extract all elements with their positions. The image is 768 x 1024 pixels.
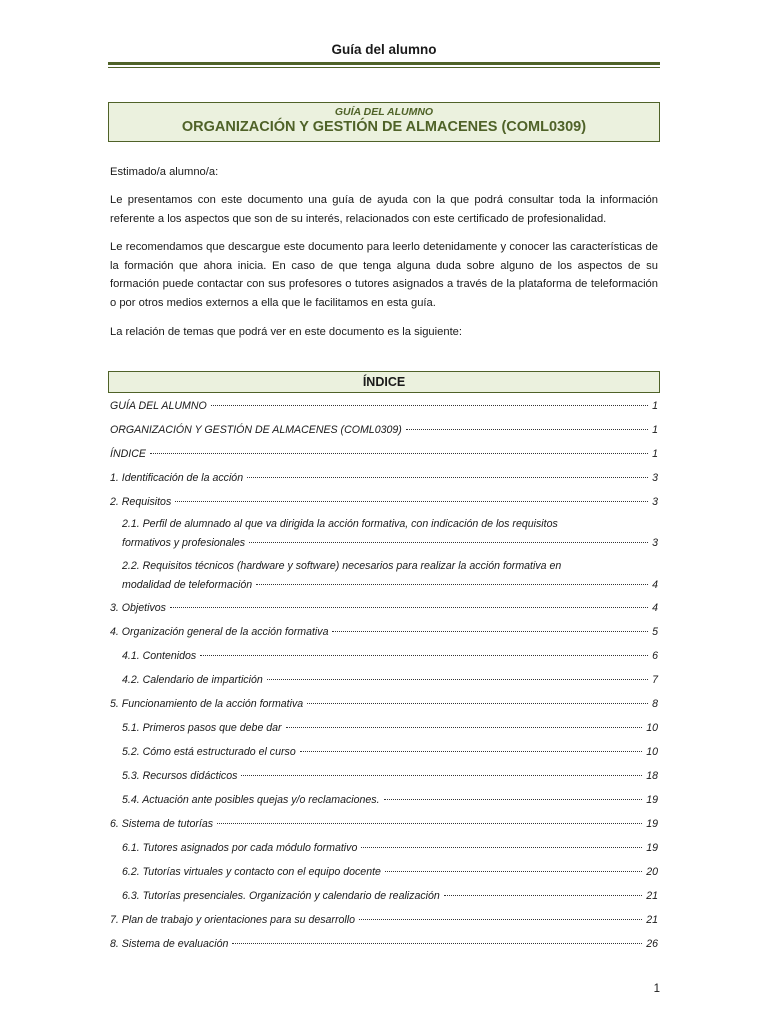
page-number: 1	[653, 983, 660, 995]
toc-leader	[361, 836, 642, 848]
toc-entry[interactable]	[122, 839, 658, 858]
toc-entry[interactable]	[110, 397, 658, 416]
toc-entry-text: GUÍA DEL ALUMNO	[110, 400, 207, 412]
toc-entry-text: modalidad de teleformación	[122, 579, 253, 591]
toc-entry-text-line1: 2.2. Requisitos técnicos (hardware y software) necesarios para realizar la acción formativa en	[122, 560, 562, 572]
toc-entry-text: 2. Requisitos	[110, 496, 172, 508]
toc-page-number: 3	[652, 472, 658, 484]
toc-page-number: 4	[652, 579, 658, 591]
toc-leader	[256, 573, 648, 585]
toc-page-number: 7	[652, 674, 658, 686]
toc-entry-text: 4.2. Calendario de impartición	[122, 674, 263, 686]
toc-leader	[332, 620, 648, 632]
toc-page-number: 8	[652, 698, 658, 710]
toc-entry[interactable]	[110, 911, 658, 930]
toc-leader	[286, 716, 643, 728]
toc-page-number: 19	[646, 794, 658, 806]
index-heading: ÍNDICE	[108, 371, 660, 393]
toc-entry[interactable]	[110, 493, 658, 512]
running-header: Guía del alumno	[331, 42, 437, 57]
toc-entry-text: 4.1. Contenidos	[122, 650, 197, 662]
toc-page-number: 6	[652, 650, 658, 662]
toc-leader	[247, 466, 648, 478]
toc-entry[interactable]	[122, 767, 658, 786]
toc-entry-text: 7. Plan de trabajo y orientaciones para su desarrollo	[110, 914, 355, 926]
toc-entry-text: 6.1. Tutores asignados por cada módulo formativo	[122, 842, 358, 854]
toc-leader	[406, 418, 648, 430]
toc-entry[interactable]	[122, 743, 658, 762]
greeting: Estimado/a alumno/a:	[110, 166, 219, 178]
toc-page-number: 19	[646, 842, 658, 854]
toc-entry[interactable]	[110, 623, 658, 642]
toc-page-number: 10	[646, 746, 658, 758]
toc-leader	[217, 812, 642, 824]
toc-leader	[444, 884, 642, 896]
document-title: ORGANIZACIÓN Y GESTIÓN DE ALMACENES (COML0309)	[181, 119, 587, 135]
toc-entry-text: 4. Organización general de la acción formativa	[110, 626, 329, 638]
toc-entry-text: 3. Objetivos	[110, 602, 166, 614]
toc-entry[interactable]	[110, 935, 658, 954]
toc-entry[interactable]	[110, 815, 658, 834]
intro-paragraph-1: Le presentamos con este documento una guía de ayuda con la que podrá consultar toda la información referente a los aspectos que son de su interés, relacionados con este certificado de profesionalidad.	[110, 194, 658, 225]
toc-entry-text: 6. Sistema de tutorías	[110, 818, 214, 830]
toc-entry-text: ORGANIZACIÓN Y GESTIÓN DE ALMACENES (COML0309)	[110, 424, 402, 436]
toc-entry-text: 5.4. Actuación ante posibles quejas y/o reclamaciones.	[122, 794, 380, 806]
toc-page-number: 26	[646, 938, 658, 950]
toc-entry-text: formativos y profesionales	[122, 537, 246, 549]
toc-page-number: 20	[646, 866, 658, 878]
toc-leader	[241, 764, 642, 776]
toc-entry[interactable]	[122, 647, 658, 666]
toc-entry-text: ÍNDICE	[110, 448, 146, 460]
toc-entry-text: 5.1. Primeros pasos que debe dar	[122, 722, 282, 734]
toc-entry[interactable]	[122, 887, 658, 906]
toc-leader	[384, 788, 643, 800]
toc-page-number: 3	[652, 537, 658, 549]
toc-entry-text: 5.2. Cómo está estructurado el curso	[122, 746, 296, 758]
toc-leader	[249, 531, 648, 543]
toc-page-number: 19	[646, 818, 658, 830]
intro-paragraph-3: La relación de temas que podrá ver en este documento es la siguiente:	[110, 326, 463, 338]
toc-entry[interactable]	[122, 791, 658, 810]
toc-leader	[359, 908, 642, 920]
toc-entry-text: 6.2. Tutorías virtuales y contacto con el equipo docente	[122, 866, 381, 878]
toc-entry[interactable]	[110, 469, 658, 488]
toc-page-number: 3	[652, 496, 658, 508]
toc-page-number: 18	[646, 770, 658, 782]
toc-page-number: 4	[652, 602, 658, 614]
toc-page-number: 10	[646, 722, 658, 734]
toc-entry[interactable]	[122, 719, 658, 738]
toc-leader	[200, 644, 648, 656]
toc-entry[interactable]	[122, 557, 658, 595]
toc-entry-text: 8. Sistema de evaluación	[110, 938, 229, 950]
toc-leader	[385, 860, 642, 872]
toc-leader	[150, 442, 648, 454]
toc-page-number: 1	[652, 424, 658, 436]
toc-page-number: 5	[652, 626, 658, 638]
toc-leader	[175, 490, 648, 502]
toc-page-number: 1	[652, 448, 658, 460]
toc-entry[interactable]	[110, 421, 658, 440]
toc-entry[interactable]	[122, 863, 658, 882]
title-subtitle: GUÍA DEL ALUMNO	[334, 106, 434, 118]
toc-leader	[300, 740, 642, 752]
toc-leader	[267, 668, 648, 680]
toc-entry[interactable]	[110, 599, 658, 618]
toc-entry[interactable]	[122, 671, 658, 690]
toc-entry[interactable]	[122, 515, 658, 553]
toc-page-number: 21	[646, 890, 658, 902]
intro-paragraph-2: Le recomendamos que descargue este documento para leerlo detenidamente y conocer las características de la formación que ahora inicia. En caso de que tenga alguna duda sobre alguno de los aspectos de su formación puede contactar con sus profesores o tutores asignados a través de la plataforma de teleformación o por otros medios externos a ella que le facilitamos en esta guía.	[110, 241, 658, 309]
toc-leader	[307, 692, 648, 704]
toc-leader	[232, 932, 642, 944]
toc-entry-text: 1. Identificación de la acción	[110, 472, 244, 484]
toc-entry-text: 6.3. Tutorías presenciales. Organización y calendario de realización	[122, 890, 440, 902]
toc-page-number: 1	[652, 400, 658, 412]
toc-leader	[170, 596, 648, 608]
toc-entry-text-line1: 2.1. Perfil de alumnado al que va dirigida la acción formativa, con indicación de los requisitos	[122, 518, 558, 530]
toc-entry[interactable]	[110, 695, 658, 714]
toc-leader	[211, 394, 648, 406]
toc-entry-text: 5. Funcionamiento de la acción formativa	[110, 698, 304, 710]
toc-page-number: 21	[646, 914, 658, 926]
toc-entry[interactable]	[110, 445, 658, 464]
toc-entry-text: 5.3. Recursos didácticos	[122, 770, 238, 782]
